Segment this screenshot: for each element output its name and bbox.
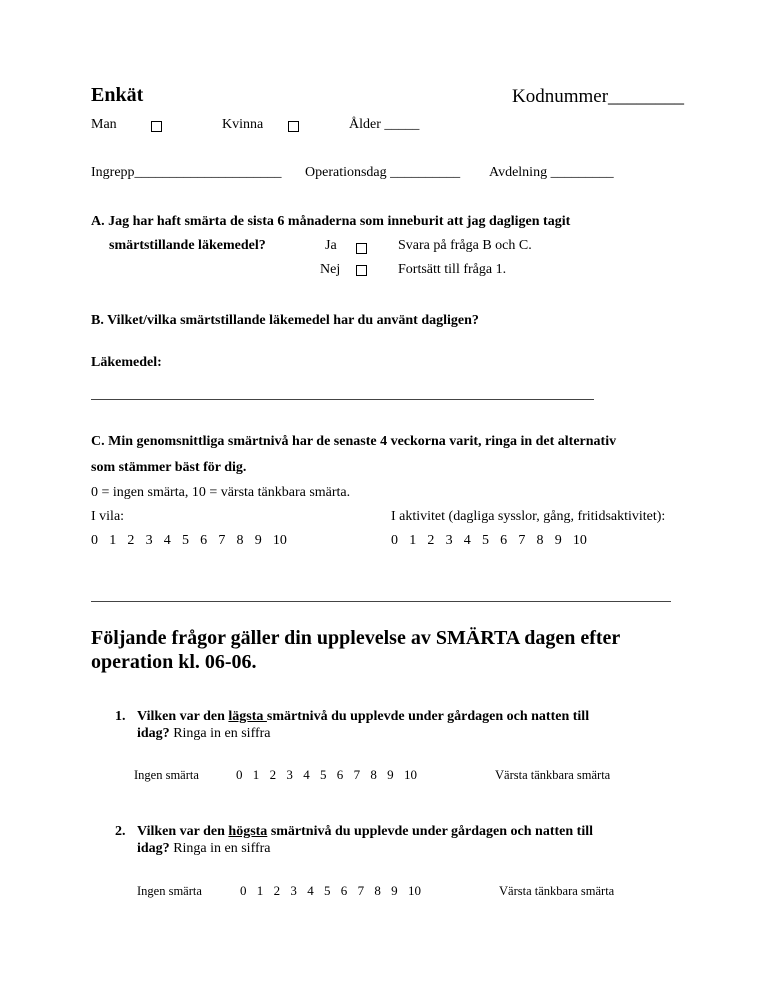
scale-value-1[interactable]: 1 xyxy=(256,883,264,898)
question-2-text xyxy=(137,824,593,840)
scale-value-10[interactable]: 10 xyxy=(407,883,421,898)
question-2-scale[interactable] xyxy=(240,883,421,899)
scale-value-0[interactable]: 0 xyxy=(91,533,98,548)
question-2-number: 2. xyxy=(115,824,126,839)
question-2-post: smärtnivå du upplevde under gårdagen och natten till xyxy=(267,824,593,839)
question-2-pre: Vilken var den xyxy=(137,824,229,839)
scale-value-1[interactable]: 1 xyxy=(252,767,260,782)
question-2-text-2 xyxy=(137,841,271,857)
question-1-text-2 xyxy=(137,726,271,742)
scale-value-2[interactable]: 2 xyxy=(269,767,277,782)
scale-value-5[interactable]: 5 xyxy=(481,533,489,548)
scale-value-6[interactable]: 6 xyxy=(340,883,348,898)
scale-value-7[interactable]: 7 xyxy=(518,533,526,548)
question-b-text: B. Vilket/vilka smärtstillande läkemedel har du använt dagligen? xyxy=(91,313,479,328)
scale-value-7[interactable]: 7 xyxy=(218,533,226,548)
scale-value-0[interactable]: 0 xyxy=(391,533,398,548)
scale-value-6[interactable]: 6 xyxy=(200,533,208,548)
scale-value-4[interactable]: 4 xyxy=(307,883,314,898)
form-title: Enkät xyxy=(91,84,144,106)
scale-value-2[interactable]: 2 xyxy=(427,533,435,548)
question-2-right-anchor: Värsta tänkbara smärta xyxy=(499,884,615,898)
question-1-left-anchor: Ingen smärta xyxy=(134,768,199,782)
scale-value-4[interactable]: 4 xyxy=(463,533,471,548)
section-heading-2: operation kl. 06-06. xyxy=(91,651,257,673)
no-instruction: Fortsätt till fråga 1. xyxy=(398,262,507,277)
question-1-today: idag? xyxy=(137,726,170,741)
scale-value-7[interactable]: 7 xyxy=(357,883,365,898)
section-divider xyxy=(91,601,671,602)
question-1-emphasis: lägsta xyxy=(228,709,267,724)
scale-value-8[interactable]: 8 xyxy=(370,767,377,782)
question-2-today: idag? xyxy=(137,841,170,856)
procedure-field[interactable]: Ingrepp_____________________ xyxy=(91,165,282,180)
ward-field[interactable]: Avdelning _________ xyxy=(489,165,614,180)
scale-value-10[interactable]: 10 xyxy=(572,533,587,548)
question-1-scale[interactable] xyxy=(236,767,417,783)
man-checkbox[interactable] xyxy=(151,121,162,132)
scale-value-9[interactable]: 9 xyxy=(387,767,394,782)
scale-value-4[interactable]: 4 xyxy=(303,767,310,782)
scale-value-0[interactable]: 0 xyxy=(240,883,247,898)
question-1-post: smärtnivå du upplevde under gårdagen och natten till xyxy=(266,709,590,724)
question-a-text-2: smärtstillande läkemedel? xyxy=(109,238,266,253)
scale-value-2[interactable]: 2 xyxy=(273,883,281,898)
medication-label: Läkemedel: xyxy=(91,355,162,370)
question-2-left-anchor: Ingen smärta xyxy=(137,884,202,898)
scale-value-9[interactable]: 9 xyxy=(254,533,262,548)
woman-checkbox[interactable] xyxy=(288,121,299,132)
scale-value-5[interactable]: 5 xyxy=(323,883,331,898)
question-2-instruction: Ringa in en siffra xyxy=(169,841,271,856)
question-1-instruction: Ringa in en siffra xyxy=(169,726,271,741)
scale-value-3[interactable]: 3 xyxy=(445,533,453,548)
scale-value-9[interactable]: 9 xyxy=(391,883,398,898)
scale-value-3[interactable]: 3 xyxy=(145,533,153,548)
scale-value-1[interactable]: 1 xyxy=(409,533,417,548)
question-1-number: 1. xyxy=(115,709,126,724)
operation-day-field[interactable]: Operationsdag __________ xyxy=(305,165,461,180)
scale-value-9[interactable]: 9 xyxy=(554,533,562,548)
question-1-right-anchor: Värsta tänkbara smärta xyxy=(495,768,611,782)
question-1-pre: Vilken var den xyxy=(137,709,229,724)
question-2-emphasis: högsta xyxy=(228,824,268,839)
scale-value-6[interactable]: 6 xyxy=(336,767,344,782)
question-1-text xyxy=(137,709,589,725)
scale-value-3[interactable]: 3 xyxy=(290,883,297,898)
scale-value-1[interactable]: 1 xyxy=(109,533,117,548)
code-number-field[interactable]: Kodnummer________ xyxy=(512,86,685,107)
medication-answer-line[interactable] xyxy=(91,399,594,400)
section-heading: Följande frågor gäller din upplevelse av SMÄRTA dagen efter xyxy=(91,627,621,649)
scale-value-10[interactable]: 10 xyxy=(403,767,417,782)
scale-value-5[interactable]: 5 xyxy=(319,767,327,782)
man-label: Man xyxy=(91,117,117,132)
scale-value-3[interactable]: 3 xyxy=(286,767,293,782)
no-checkbox[interactable] xyxy=(356,265,367,276)
no-label: Nej xyxy=(320,262,341,277)
scale-value-4[interactable]: 4 xyxy=(163,533,171,548)
question-c-text: C. Min genomsnittliga smärtnivå har de senaste 4 veckorna varit, ringa in det alternativ xyxy=(91,434,617,449)
scale-value-10[interactable]: 10 xyxy=(272,533,287,548)
activity-label: I aktivitet (dagliga sysslor, gång, fritidsaktivitet): xyxy=(391,509,666,524)
rest-pain-scale[interactable] xyxy=(91,533,287,549)
yes-label: Ja xyxy=(325,238,337,253)
yes-checkbox[interactable] xyxy=(356,243,367,254)
rest-label: I vila: xyxy=(91,509,125,524)
age-field[interactable]: Ålder _____ xyxy=(349,117,420,132)
scale-value-6[interactable]: 6 xyxy=(500,533,508,548)
scale-value-5[interactable]: 5 xyxy=(181,533,189,548)
pain-scale-legend: 0 = ingen smärta, 10 = värsta tänkbara smärta. xyxy=(91,485,351,500)
activity-pain-scale[interactable] xyxy=(391,533,587,549)
question-c-text-2: som stämmer bäst för dig. xyxy=(91,460,247,475)
scale-value-0[interactable]: 0 xyxy=(236,767,243,782)
scale-value-8[interactable]: 8 xyxy=(236,533,244,548)
scale-value-8[interactable]: 8 xyxy=(374,883,381,898)
yes-instruction: Svara på fråga B och C. xyxy=(398,238,532,253)
question-a-text: A. Jag har haft smärta de sista 6 månaderna som inneburit att jag dagligen tagit xyxy=(91,214,571,229)
scale-value-8[interactable]: 8 xyxy=(536,533,544,548)
scale-value-7[interactable]: 7 xyxy=(353,767,361,782)
woman-label: Kvinna xyxy=(222,117,264,132)
scale-value-2[interactable]: 2 xyxy=(127,533,135,548)
